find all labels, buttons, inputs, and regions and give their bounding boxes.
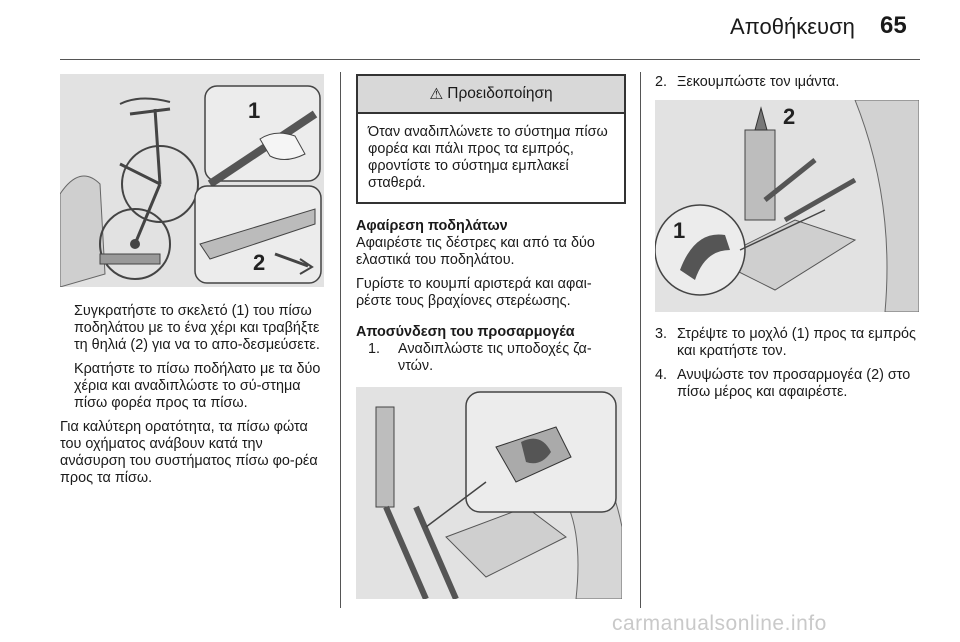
page-section-title: Αποθήκευση <box>730 14 855 39</box>
instruction-remove-straps: Αφαιρέστε τις δέστρες και από τα δύο ελαστικά του ποδηλάτου. <box>356 235 595 268</box>
column-2 <box>356 74 626 599</box>
warning-box <box>356 74 626 204</box>
step-2-number: 2. <box>655 74 668 90</box>
column-divider-2 <box>640 72 641 608</box>
figure-callout-adapter: 2 <box>783 104 796 129</box>
adapter-lever-illustration <box>655 100 919 312</box>
step-3 <box>655 326 921 360</box>
header-rule <box>60 59 920 60</box>
figure-fold-wheel-holders <box>356 387 622 599</box>
step-1-number: 1. <box>368 341 381 357</box>
instruction-turn-knob: Γυρίστε το κουμπί αριστερά και αφαι-ρέστε τους βραχίονες στερέωσης. <box>356 276 592 309</box>
figure-lever-adapter <box>655 100 919 312</box>
warning-header <box>358 76 624 114</box>
figure-bike-carrier-release <box>60 74 324 287</box>
figure-callout-lever: 1 <box>673 218 686 243</box>
instruction-hold-frame: Συγκρατήστε το σκελετό (1) του πίσω ποδηλάτου με το ένα χέρι και τραβήξτε τη θηλιά (2) για να το απο-δεσμεύσετε. <box>74 303 320 353</box>
warning-text: Όταν αναδιπλώνετε το σύστημα πίσω φορέα και πάλι προς τα εμπρός, φροντίστε το σύστημα εμπλακεί σταθερά. <box>368 124 608 191</box>
warning-icon: ⚠ <box>429 85 444 103</box>
column-divider-1 <box>340 72 341 608</box>
figure-callout-2: 2 <box>253 250 266 275</box>
column-3 <box>655 74 921 401</box>
wheel-holder-illustration <box>356 387 622 599</box>
instruction-fold-back: Κρατήστε το πίσω ποδήλατο με τα δύο χέρια και αναδιπλώστε το σύ-στημα πίσω φορέα προς τα πίσω. <box>74 361 321 411</box>
column-1 <box>60 74 324 487</box>
figure-callout-1: 1 <box>248 98 261 123</box>
step-1-text: Αναδιπλώστε τις υποδοχές ζα-ντών. <box>398 341 592 374</box>
step-2 <box>655 74 921 91</box>
step-3-text: Στρέψτε το μοχλό (1) προς τα εμπρός και κρατήστε τον. <box>677 326 916 359</box>
bike-carrier-illustration <box>60 74 324 287</box>
warning-title: Προειδοποίηση <box>447 85 553 102</box>
step-1 <box>356 341 626 375</box>
heading-remove-bikes: Αφαίρεση ποδηλάτων <box>356 218 508 234</box>
step-4-text: Ανυψώστε τον προσαρμογέα (2) στο πίσω μέρος και αφαιρέστε. <box>677 367 911 400</box>
watermark-text: carmanualsonline.info <box>612 612 827 635</box>
step-3-number: 3. <box>655 326 668 342</box>
page-number: 65 <box>880 12 907 39</box>
step-4 <box>655 367 921 401</box>
note-rear-lights: Για καλύτερη ορατότητα, τα πίσω φώτα του οχήματος ανάβουν κατά την ανάσυρση του συστήματος πίσω φο-ρέα προς τα πίσω. <box>60 419 318 486</box>
heading-disconnect-adapter: Αποσύνδεση του προσαρμογέα <box>356 324 575 340</box>
step-2-text: Ξεκουμπώστε τον ιμάντα. <box>677 74 840 90</box>
step-4-number: 4. <box>655 367 668 383</box>
